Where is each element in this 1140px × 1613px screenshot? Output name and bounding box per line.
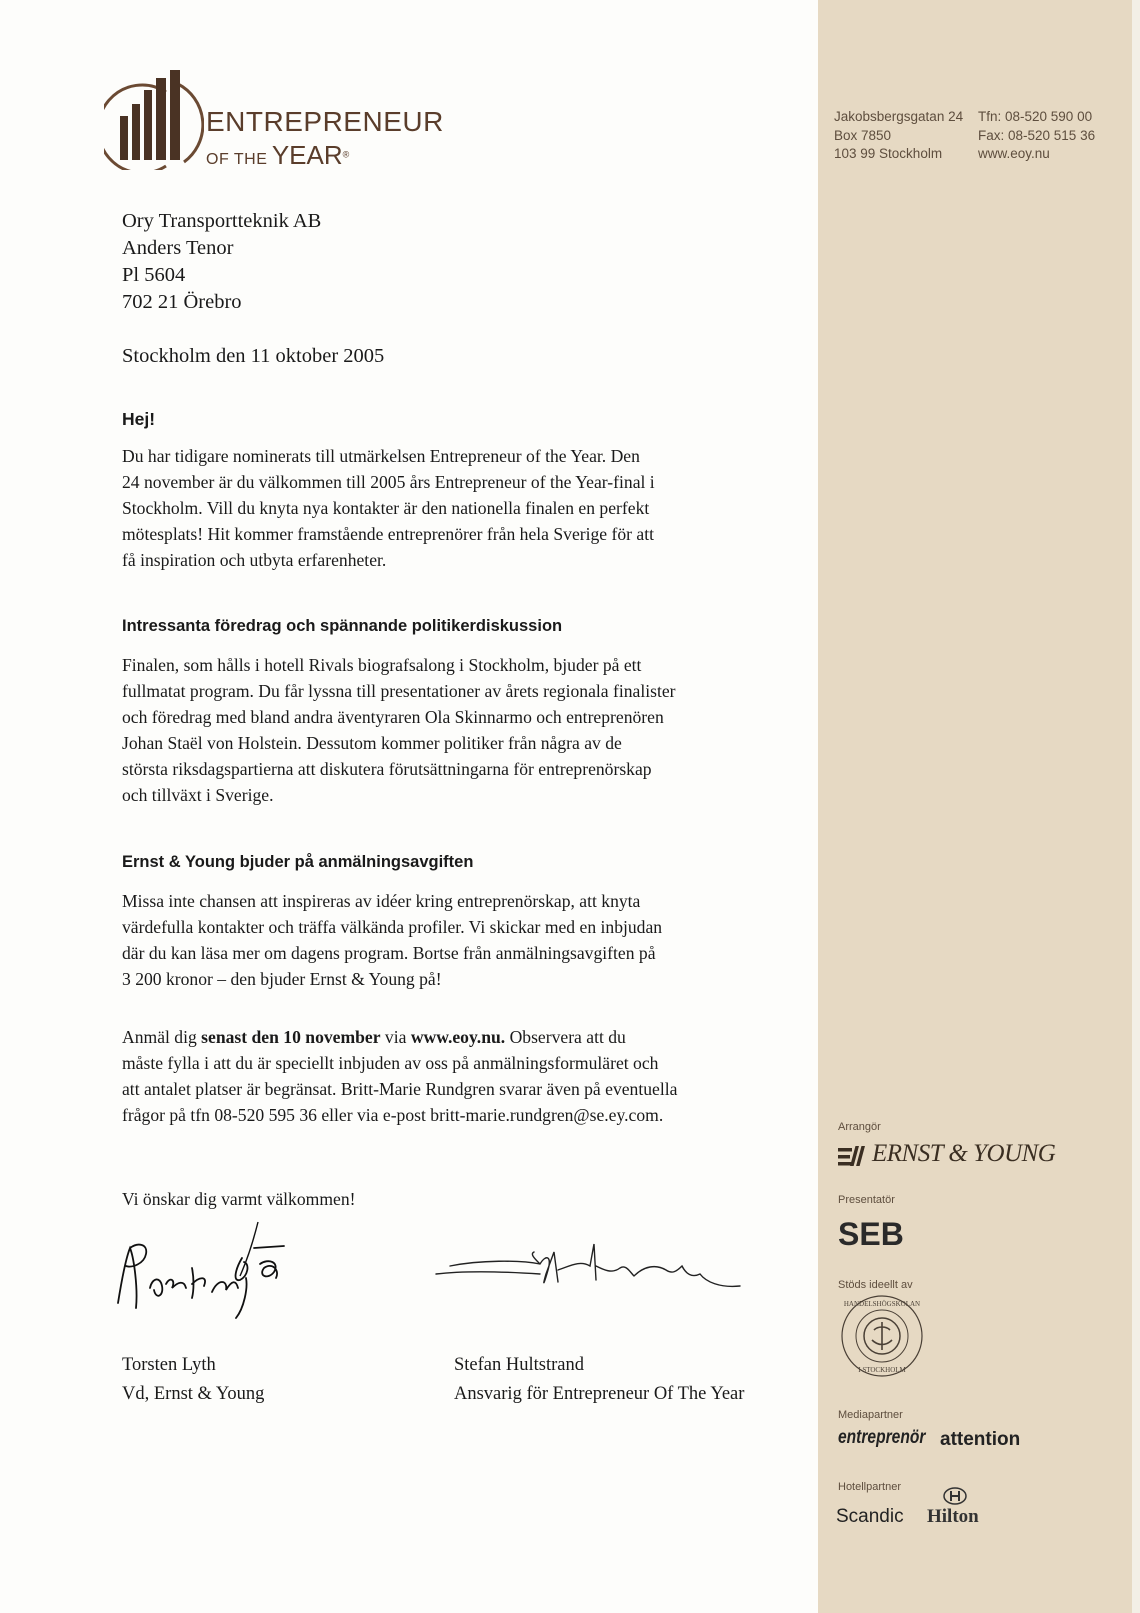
signatory-name: Torsten Lyth — [122, 1355, 216, 1375]
address-line: Box 7850 — [834, 127, 892, 143]
scandic-logo: Scandic — [836, 1506, 904, 1527]
ey-wordmark: ERNST & YOUNG — [872, 1140, 1056, 1167]
letter-date: Stockholm den 11 oktober 2005 — [122, 345, 385, 367]
phone-number: Tfn: 08-520 590 00 — [978, 109, 1093, 124]
section1-line: och föredrag med bland andra äventyraren Ola Skinnarmo och entreprenören — [122, 707, 664, 727]
attention-logo: attention — [940, 1429, 1021, 1450]
intro-line: mötesplats! Hit kommer framstående entreprenörer från hela Sverige för att — [122, 524, 654, 544]
address-line: 103 99 Stockholm — [834, 146, 943, 161]
signup-line — [122, 1024, 626, 1050]
address-line: Jakobsbergsgatan 24 — [834, 109, 964, 124]
entrepreneur-of-the-year-logo — [104, 70, 444, 170]
logo-title: ENTREPRENEUR — [206, 106, 444, 137]
contact-address — [834, 108, 963, 164]
intro-line: Du har tidigare nominerats till utmärkelsen Entrepreneur of the Year. Den — [122, 446, 640, 466]
hilton-mark-icon — [942, 1486, 968, 1506]
intro-line: få inspiration och utbyta erfarenheter. — [122, 550, 387, 570]
signatory-title: Vd, Ernst & Young — [122, 1384, 265, 1404]
hotel-label: Hotellpartner — [838, 1481, 901, 1493]
section1-line: Finalen, som hålls i hotell Rivals biografsalong i Stockholm, bjuder på ett — [122, 655, 642, 675]
seb-logo: SEB — [838, 1216, 904, 1252]
fax-number: Fax: 08-520 515 36 — [978, 127, 1096, 143]
media-label: Mediapartner — [838, 1409, 903, 1421]
recipient-name: Anders Tenor — [122, 237, 234, 259]
intro-line: 24 november är du välkommen till 2005 års Entrepreneur of the Year-final i — [122, 472, 655, 492]
greeting: Hej! — [122, 409, 156, 429]
intro-line: Stockholm. Vill du knyta nya kontakter är den nationella finalen en perfekt — [122, 498, 650, 518]
section2-line: Missa inte chansen att inspireras av idéer kring entreprenörskap, att knyta — [122, 891, 641, 911]
recipient-city: 702 21 Örebro — [122, 291, 242, 313]
signature-stefan-hultstrand — [430, 1230, 760, 1300]
hilton-logo: Hilton — [927, 1506, 979, 1527]
section1-line: Johan Staël von Holstein. Dessutom kommer politiker från några av de — [122, 733, 622, 753]
svg-text:HANDELSHÖGSKOLAN: HANDELSHÖGSKOLAN — [843, 1300, 921, 1308]
signup-website-link[interactable]: www.eoy.nu. — [410, 1027, 506, 1047]
section-heading-lectures: Intressanta föredrag och spännande politikerdiskussion — [122, 617, 563, 635]
section1-line: och tillväxt i Sverige. — [122, 785, 274, 805]
section1-line: största riksdagspartierna att diskutera förutsättningarna för entreprenörskap — [122, 759, 652, 779]
supported-label: Stöds ideellt av — [838, 1279, 913, 1291]
section1-line: fullmatat program. Du får lyssna till presentationer av årets regionala finalister — [122, 681, 676, 701]
signup-line: att antalet platser är begränsat. Britt-Marie Rundgren svarar även på eventuella — [122, 1079, 678, 1099]
page-edge — [1132, 0, 1140, 1613]
handelshogskolan-seal-icon — [840, 1294, 924, 1378]
recipient-box: Pl 5604 — [122, 264, 186, 286]
signup-text: via — [380, 1027, 411, 1047]
registered-mark: ® — [342, 149, 350, 160]
website-link[interactable]: www.eoy.nu — [978, 146, 1050, 161]
contact-details — [978, 108, 1095, 164]
arranger-label: Arrangör — [838, 1121, 881, 1133]
entreprenor-logo: entreprenör — [838, 1427, 926, 1448]
signatory-title: Ansvarig för Entrepreneur Of The Year — [454, 1384, 745, 1404]
logo-subtitle — [206, 140, 349, 171]
signup-line: måste fylla i att du är speciellt inbjuden av oss på anmälningsformuläret och — [122, 1053, 659, 1073]
signatory-name: Stefan Hultstrand — [454, 1355, 584, 1375]
ey-mark-icon — [838, 1144, 868, 1170]
section-heading-fee: Ernst & Young bjuder på anmälningsavgiften — [122, 853, 474, 871]
signup-text: Anmäl dig — [122, 1027, 202, 1047]
closing-line: Vi önskar dig varmt välkommen! — [122, 1189, 356, 1209]
logo-bars-icon — [104, 70, 204, 170]
signup-deadline: senast den 10 november — [201, 1027, 381, 1047]
signup-text: Observera att du — [505, 1027, 626, 1047]
logo-of-the: OF THE — [206, 151, 268, 168]
signup-line: frågor på tfn 08-520 595 36 eller via e-post britt-marie.rundgren@se.ey.com. — [122, 1105, 664, 1125]
recipient-company: Ory Transportteknik AB — [122, 210, 322, 232]
section2-line: där du kan läsa mer om dagens program. Bortse från anmälningsavgiften på — [122, 943, 656, 963]
svg-text:I STOCKHOLM: I STOCKHOLM — [858, 1366, 906, 1374]
presenter-label: Presentatör — [838, 1194, 895, 1206]
logo-year: YEAR — [271, 140, 343, 170]
section2-line: 3 200 kronor – den bjuder Ernst & Young på! — [122, 969, 442, 989]
signature-torsten-lyth — [108, 1218, 298, 1328]
section2-line: värdefulla kontakter och träffa välkända profiler. Vi skickar med en inbjudan — [122, 917, 663, 937]
